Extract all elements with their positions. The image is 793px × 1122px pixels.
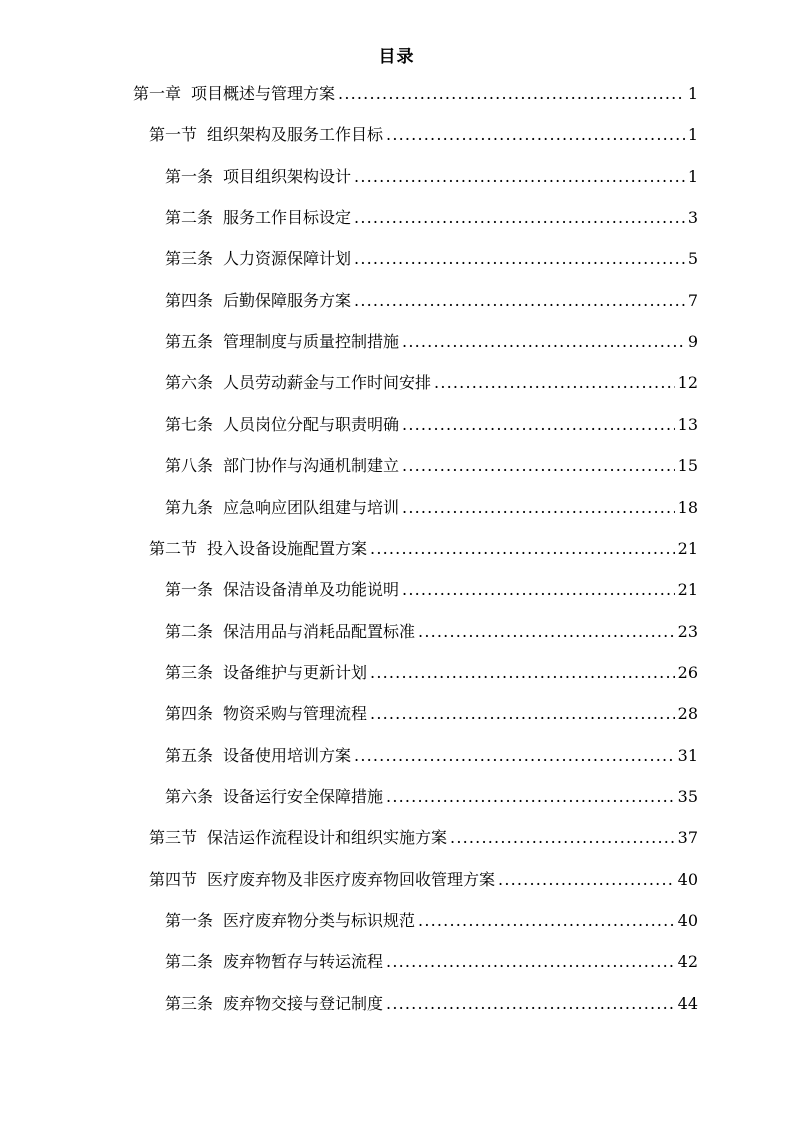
toc-entry-label — [149, 530, 367, 568]
toc-entry-label — [165, 902, 415, 940]
toc-entry-label — [165, 240, 351, 278]
toc-entry-number: 第二条 — [165, 208, 214, 228]
toc-entry-number: 第四条 — [165, 704, 214, 724]
toc-entry-title: 后勤保障服务方案 — [223, 290, 352, 310]
toc-entry-page-number: 7 — [687, 290, 698, 310]
toc-entry-label — [165, 406, 399, 444]
toc-entry-number: 第二条 — [165, 621, 214, 641]
toc-entry-number: 第一条 — [165, 166, 214, 186]
toc-entry-label — [165, 447, 399, 485]
toc-dot-leader — [370, 695, 675, 733]
toc-entry-page-number: 26 — [677, 662, 698, 682]
toc-dot-leader — [354, 240, 685, 278]
toc-entry-title: 投入设备设施配置方案 — [207, 538, 368, 558]
toc-entry-label — [165, 654, 367, 692]
toc-dot-leader — [434, 364, 675, 402]
toc-entry-page-number: 23 — [677, 621, 698, 641]
toc-dot-leader — [386, 116, 685, 154]
toc-entry-title: 应急响应团队组建与培训 — [223, 497, 400, 517]
toc-entry-page-number: 35 — [677, 786, 698, 806]
toc-entry[interactable] — [165, 737, 698, 775]
toc-entry[interactable] — [165, 447, 698, 485]
toc-entry-page-number: 13 — [677, 414, 698, 434]
toc-entry-number: 第四条 — [165, 290, 214, 310]
toc-entry-number: 第五条 — [165, 332, 214, 352]
toc-entry-page-number: 40 — [677, 869, 698, 889]
toc-entry-page-number: 37 — [677, 828, 698, 848]
toc-entry-page-number: 1 — [687, 125, 698, 145]
toc-entry-title: 保洁设备清单及功能说明 — [223, 580, 400, 600]
toc-entry-label — [165, 282, 351, 320]
toc-entry-page-number: 5 — [687, 249, 698, 269]
toc-entry-label — [165, 943, 383, 981]
toc-entry-title: 设备使用培训方案 — [223, 745, 352, 765]
toc-entry-title: 保洁用品与消耗品配置标准 — [223, 621, 416, 641]
toc-dot-leader — [418, 902, 675, 940]
toc-dot-leader — [354, 158, 685, 196]
toc-entry-label — [165, 695, 367, 733]
toc-entry-label — [149, 819, 447, 857]
toc-entry-page-number: 44 — [677, 993, 698, 1013]
toc-entry-title: 组织架构及服务工作目标 — [207, 125, 384, 145]
toc-entry[interactable] — [165, 985, 698, 1023]
toc-entry[interactable] — [149, 819, 698, 857]
toc-entry[interactable] — [165, 571, 698, 609]
toc-entry[interactable] — [165, 695, 698, 733]
toc-entry-page-number: 3 — [687, 208, 698, 228]
toc-entry[interactable] — [165, 943, 698, 981]
toc-entry[interactable] — [165, 323, 698, 361]
toc-entry-number: 第二条 — [165, 952, 214, 972]
toc-dot-leader — [402, 489, 675, 527]
toc-dot-leader — [386, 985, 675, 1023]
toc-entry-number: 第九条 — [165, 497, 214, 517]
toc-entry-title: 医疗废弃物分类与标识规范 — [223, 911, 416, 930]
toc-dot-leader — [354, 737, 675, 775]
toc-dot-leader — [402, 447, 675, 485]
toc-entry-label — [165, 158, 351, 196]
toc-entry-label — [165, 199, 351, 237]
toc-dot-leader — [402, 571, 675, 609]
toc-dot-leader — [402, 323, 685, 361]
toc-entry-page-number: 15 — [677, 456, 698, 476]
toc-entry-label — [165, 364, 431, 402]
toc-entry-number: 第二节 — [149, 538, 198, 558]
toc-entry-number: 第一章 — [133, 84, 182, 103]
toc-entry-title: 项目组织架构设计 — [223, 166, 352, 186]
toc-entry-title: 部门协作与沟通机制建立 — [223, 456, 400, 476]
toc-entry-page-number: 21 — [677, 580, 698, 600]
toc-dot-leader — [370, 654, 675, 692]
toc-entry-page-number: 9 — [687, 332, 698, 352]
toc-entry[interactable] — [165, 654, 698, 692]
toc-entry-number: 第三节 — [149, 828, 198, 848]
toc-entry-title: 项目概述与管理方案 — [191, 84, 336, 103]
toc-entry[interactable] — [165, 158, 698, 196]
toc-entry-number: 第一条 — [165, 911, 214, 930]
toc-entry-label — [165, 613, 415, 651]
toc-dot-leader — [338, 75, 685, 113]
toc-dot-leader — [386, 778, 675, 816]
toc-entry-number: 第一节 — [149, 125, 198, 145]
toc-entry[interactable] — [165, 282, 698, 320]
toc-entry-label — [165, 737, 351, 775]
toc-entry-label — [165, 985, 383, 1023]
toc-entry-number: 第六条 — [165, 373, 214, 393]
toc-entry-page-number: 28 — [677, 704, 698, 724]
toc-entry-page-number: 42 — [677, 952, 698, 972]
toc-entry[interactable] — [165, 364, 698, 402]
toc-dot-leader — [450, 819, 675, 857]
toc-entry-title: 设备维护与更新计划 — [223, 662, 368, 682]
toc-entry-number: 第八条 — [165, 456, 214, 476]
toc-entry[interactable] — [165, 613, 698, 651]
toc-entry-title: 医疗废弃物及非医疗废弃物回收管理方案 — [207, 869, 496, 889]
toc-entry-label — [149, 861, 495, 899]
toc-entry[interactable] — [149, 116, 698, 154]
toc-entry-page-number: 21 — [677, 538, 698, 558]
toc-entry-number: 第七条 — [165, 414, 214, 434]
toc-entry-number: 第一条 — [165, 580, 214, 600]
toc-entry-title: 管理制度与质量控制措施 — [223, 332, 400, 352]
toc-entry-number: 第五条 — [165, 745, 214, 765]
toc-entry-title: 保洁运作流程设计和组织实施方案 — [207, 828, 448, 848]
toc-dot-leader — [498, 861, 675, 899]
toc-entry[interactable] — [165, 902, 698, 940]
toc-dot-leader — [370, 530, 675, 568]
toc-entry-number: 第三条 — [165, 993, 214, 1013]
toc-entry[interactable] — [149, 530, 698, 568]
toc-entry[interactable] — [165, 489, 698, 527]
toc-entry[interactable] — [133, 75, 698, 113]
toc-entry-page-number: 12 — [677, 373, 698, 393]
toc-entry-title: 人员岗位分配与职责明确 — [223, 414, 400, 434]
toc-entry-page-number: 1 — [687, 84, 698, 103]
toc-entry-page-number: 18 — [677, 497, 698, 517]
toc-entry[interactable] — [149, 861, 698, 899]
toc-entry[interactable] — [165, 406, 698, 444]
toc-entry[interactable] — [165, 240, 698, 278]
toc-dot-leader — [386, 943, 675, 981]
toc-entry-number: 第三条 — [165, 249, 214, 269]
toc-dot-leader — [354, 282, 685, 320]
toc-entry-label — [165, 323, 399, 361]
toc-entry-title: 物资采购与管理流程 — [223, 704, 368, 724]
toc-entry-label — [165, 778, 383, 816]
toc-dot-leader — [418, 613, 675, 651]
toc-entry[interactable] — [165, 778, 698, 816]
toc-entry-number: 第四节 — [149, 869, 198, 889]
toc-entry-number: 第六条 — [165, 786, 214, 806]
toc-entry-title: 设备运行安全保障措施 — [223, 786, 384, 806]
toc-entry-label — [165, 489, 399, 527]
toc-dot-leader — [402, 406, 675, 444]
toc-entry-number: 第三条 — [165, 662, 214, 682]
toc-entry-title: 人员劳动薪金与工作时间安排 — [223, 373, 432, 393]
toc-entry-title: 人力资源保障计划 — [223, 249, 352, 269]
toc-title: 目录 — [378, 47, 415, 67]
toc-entry-page-number: 31 — [677, 745, 698, 765]
toc-dot-leader — [354, 199, 685, 237]
toc-entry-page-number: 1 — [687, 166, 698, 186]
toc-entry-title: 废弃物交接与登记制度 — [223, 993, 384, 1013]
toc-entry-title: 废弃物暂存与转运流程 — [223, 952, 384, 972]
toc-entry-page-number: 40 — [677, 911, 698, 930]
toc-entry[interactable] — [165, 199, 698, 237]
toc-entry-label — [165, 571, 399, 609]
toc-entry-title: 服务工作目标设定 — [223, 208, 352, 228]
toc-entry-label — [133, 75, 335, 113]
toc-entry-label — [149, 116, 383, 154]
